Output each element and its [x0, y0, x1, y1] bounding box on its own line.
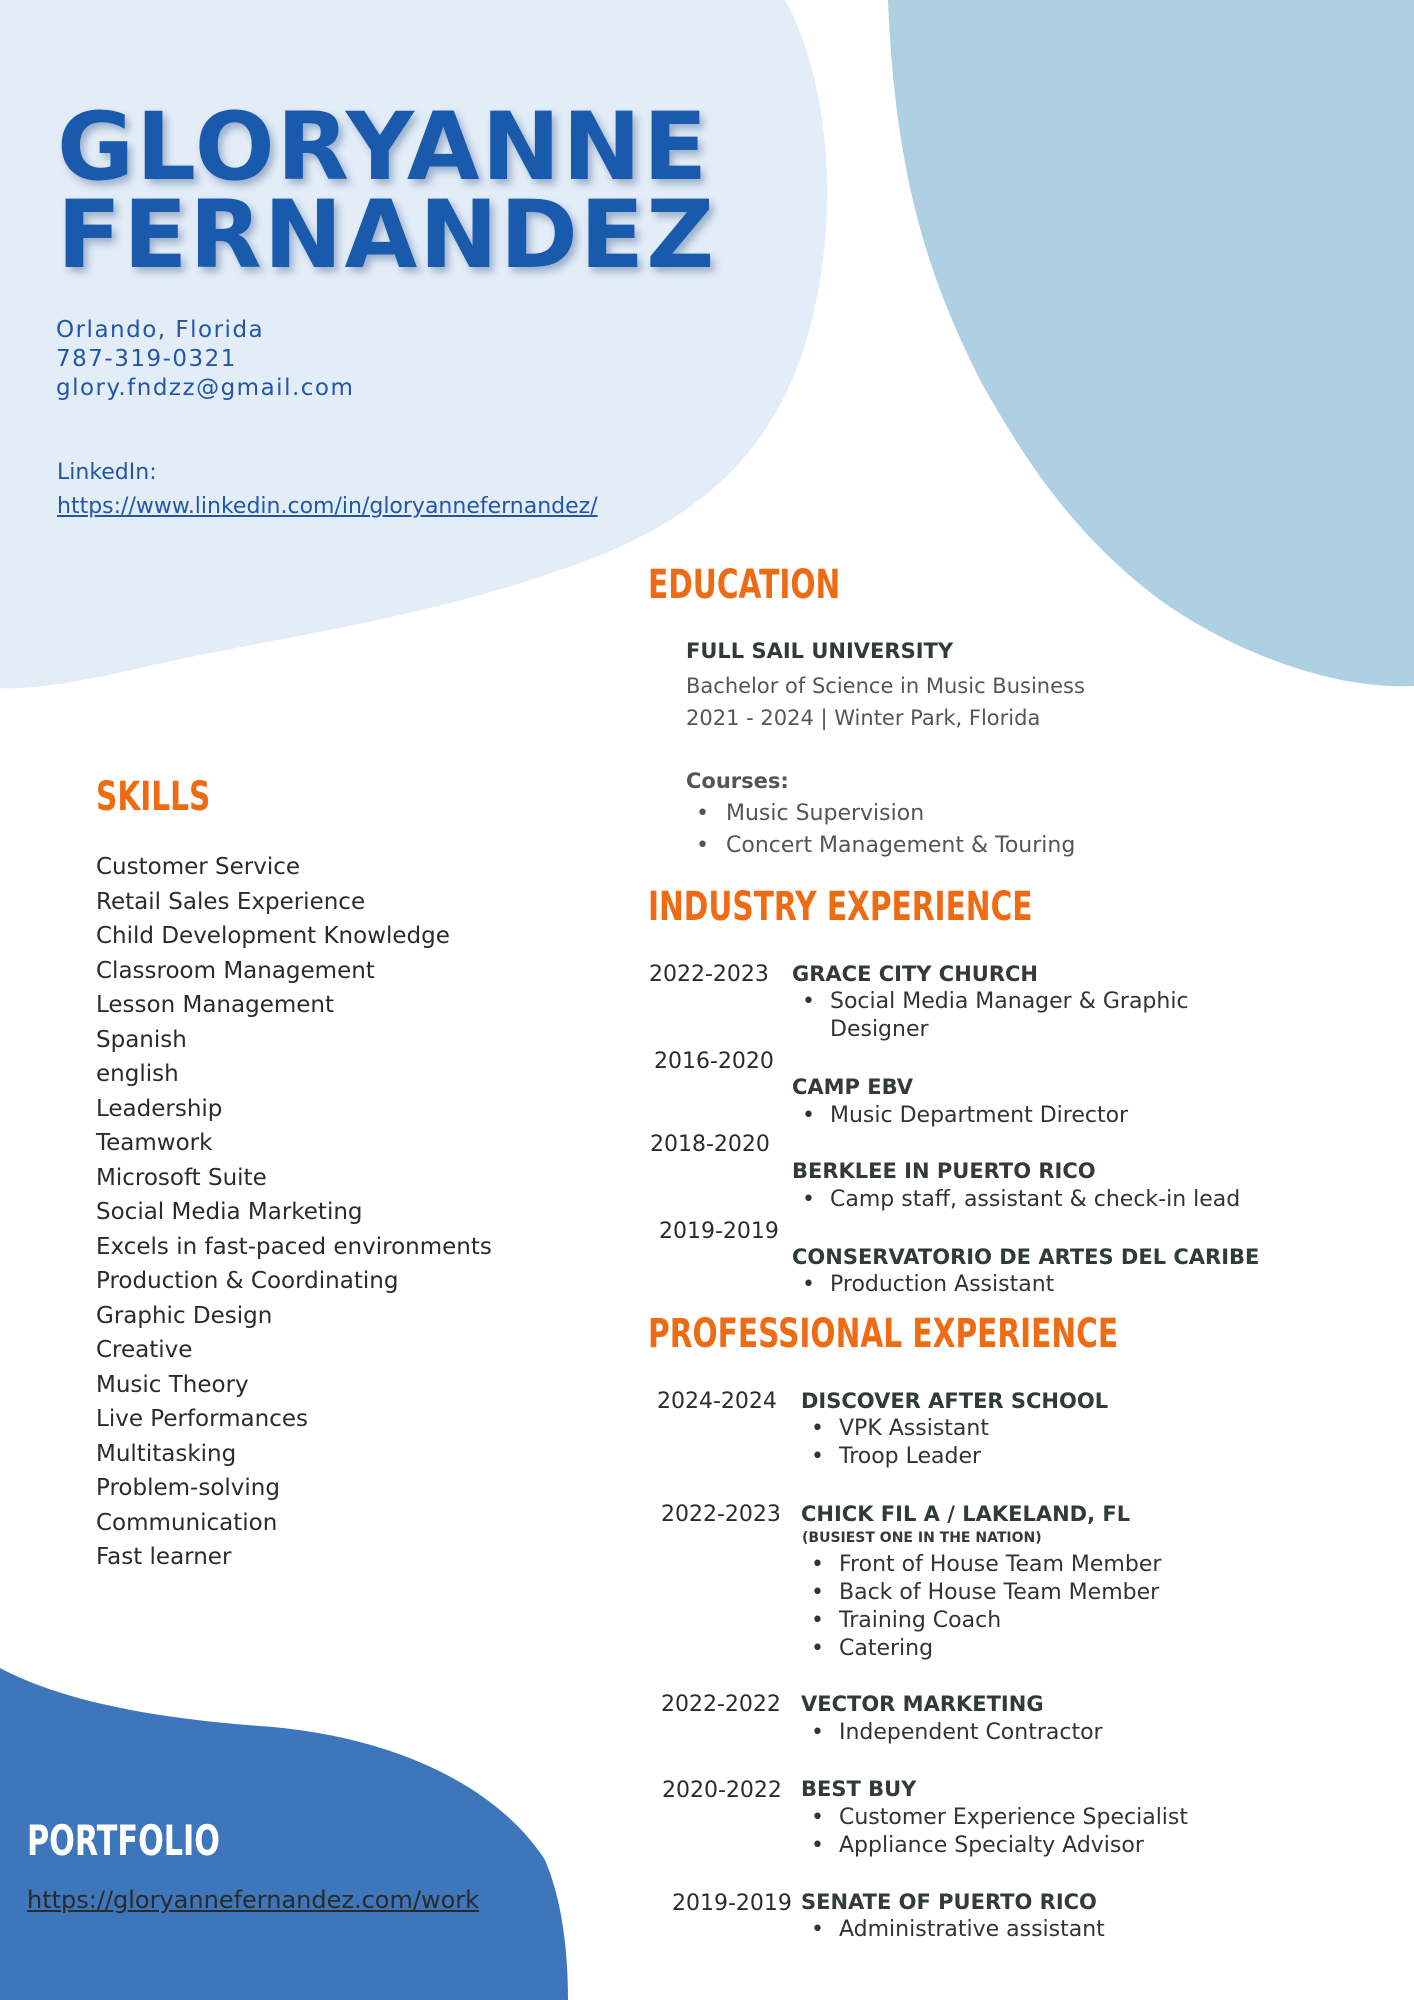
portfolio-link[interactable]: https://gloryannefernandez.com/work — [27, 1886, 480, 1914]
portfolio-heading: PORTFOLIO — [27, 1816, 221, 1865]
entry-bullets — [801, 1804, 1188, 1860]
skill-item: Creative — [96, 1337, 193, 1363]
entry-bullet: • Catering — [801, 1635, 1161, 1663]
entry-org: GRACE CITY CHURCH — [792, 962, 1038, 986]
entry-note: (BUSIEST ONE IN THE NATION) — [802, 1530, 1042, 1546]
skill-item: Excels in fast-paced environments — [96, 1233, 492, 1260]
skill-item: Fast learner — [96, 1544, 232, 1570]
entry-bullet: • Social Media Manager & Graphic — [792, 988, 1189, 1016]
entry-bullet: • VPK Assistant — [801, 1415, 989, 1443]
skill-item: Live Performances — [96, 1406, 309, 1432]
entry-bullets — [801, 1719, 1103, 1747]
skill-item: Social Media Marketing — [96, 1199, 363, 1225]
linkedin-label: LinkedIn: — [57, 460, 157, 485]
skill-item: Microsoft Suite — [96, 1164, 267, 1191]
entry-org: BEST BUY — [801, 1777, 917, 1801]
skill-item: Customer Service — [96, 854, 301, 880]
entry-org: SENATE OF PUERTO RICO — [801, 1890, 1097, 1914]
course-item: • Music Supervision — [686, 798, 1075, 830]
skill-item: Retail Sales Experience — [96, 888, 366, 915]
entry-bullet: • Back of House Team Member — [801, 1579, 1161, 1607]
skill-item: Lesson Management — [96, 992, 334, 1018]
entry-years: 2022-2022 — [661, 1692, 781, 1717]
skill-item: Production & Coordinating — [96, 1268, 399, 1294]
entry-years: 2018-2020 — [650, 1132, 770, 1157]
entry-org: CHICK FIL A / LAKELAND, FL — [801, 1502, 1131, 1526]
entry-org: BERKLEE IN PUERTO RICO — [792, 1159, 1096, 1183]
entry-org: DISCOVER AFTER SCHOOL — [801, 1389, 1109, 1413]
entry-bullet: • Customer Experience Specialist — [801, 1804, 1188, 1832]
entry-bullet: • Administrative assistant — [801, 1916, 1105, 1944]
entry-org: VECTOR MARKETING — [801, 1692, 1044, 1716]
linkedin-link[interactable]: https://www.linkedin.com/in/gloryannefernandez/ — [57, 494, 598, 519]
entry-bullets — [801, 1551, 1161, 1663]
entry-org: CAMP EBV — [792, 1075, 914, 1099]
entry-org: CONSERVATORIO DE ARTES DEL CARIBE — [792, 1245, 1260, 1269]
skill-item: Teamwork — [96, 1130, 213, 1156]
entry-years: 2019-2019 — [659, 1219, 779, 1244]
professional-heading: PROFESSIONAL EXPERIENCE — [648, 1311, 1119, 1357]
skill-item: Spanish — [96, 1026, 187, 1053]
top-right-blob — [888, 0, 1414, 686]
name-last: FERNANDEZ — [57, 181, 717, 290]
courses-label: Courses: — [686, 769, 789, 793]
entry-bullets — [801, 1916, 1105, 1944]
contact-location: Orlando, Florida — [56, 317, 265, 343]
entry-bullets — [792, 1271, 1054, 1299]
entry-bullet: • Appliance Specialty Advisor — [801, 1832, 1188, 1860]
industry-heading: INDUSTRY EXPERIENCE — [648, 884, 1033, 930]
entry-bullet: • Front of House Team Member — [801, 1551, 1161, 1579]
entry-years: 2022-2023 — [649, 962, 769, 987]
entry-years: 2024-2024 — [657, 1389, 777, 1414]
entry-years: 2022-2023 — [661, 1502, 781, 1527]
contact-email[interactable]: glory.fndzz@gmail.com — [56, 375, 355, 401]
entry-bullets — [801, 1415, 989, 1471]
education-heading: EDUCATION — [648, 562, 841, 608]
education-school: FULL SAIL UNIVERSITY — [686, 639, 954, 663]
entry-years: 2020-2022 — [662, 1778, 782, 1803]
entry-bullets — [792, 988, 1189, 1044]
entry-bullet: • Troop Leader — [801, 1443, 989, 1471]
skill-item: Leadership — [96, 1095, 223, 1122]
courses-list — [686, 798, 1075, 862]
skill-item: Music Theory — [96, 1371, 249, 1398]
skill-item: Classroom Management — [96, 957, 375, 984]
entry-years: 2019-2019 — [672, 1891, 792, 1916]
education-dates-location: 2021 - 2024 | Winter Park, Florida — [686, 706, 1041, 730]
skills-heading: SKILLS — [96, 774, 211, 820]
skills-list — [96, 850, 492, 1575]
skill-item: Problem-solving — [96, 1475, 280, 1501]
entry-bullet: • Independent Contractor — [801, 1719, 1103, 1747]
skill-item: Multitasking — [96, 1440, 237, 1467]
name-first: GLORYANNE — [57, 93, 710, 202]
entry-bullet: • Music Department Director — [792, 1102, 1128, 1130]
entry-bullets — [792, 1186, 1240, 1214]
entry-bullet-continued — [792, 1016, 1189, 1044]
entry-years: 2016-2020 — [654, 1049, 774, 1074]
education-degree: Bachelor of Science in Music Business — [686, 674, 1085, 698]
entry-bullet: • Camp staff, assistant & check-in lead — [792, 1186, 1240, 1214]
skill-item: english — [96, 1061, 179, 1087]
entry-bullet: • Training Coach — [801, 1607, 1161, 1635]
skill-item: Graphic Design — [96, 1302, 273, 1329]
entry-bullets — [792, 1102, 1128, 1130]
course-item: • Concert Management & Touring — [686, 830, 1075, 862]
entry-bullet-text: Designer — [830, 1017, 929, 1042]
contact-phone: 787-319-0321 — [56, 346, 237, 372]
entry-bullet: • Production Assistant — [792, 1271, 1054, 1299]
skill-item: Child Development Knowledge — [96, 923, 450, 949]
skill-item: Communication — [96, 1509, 278, 1536]
